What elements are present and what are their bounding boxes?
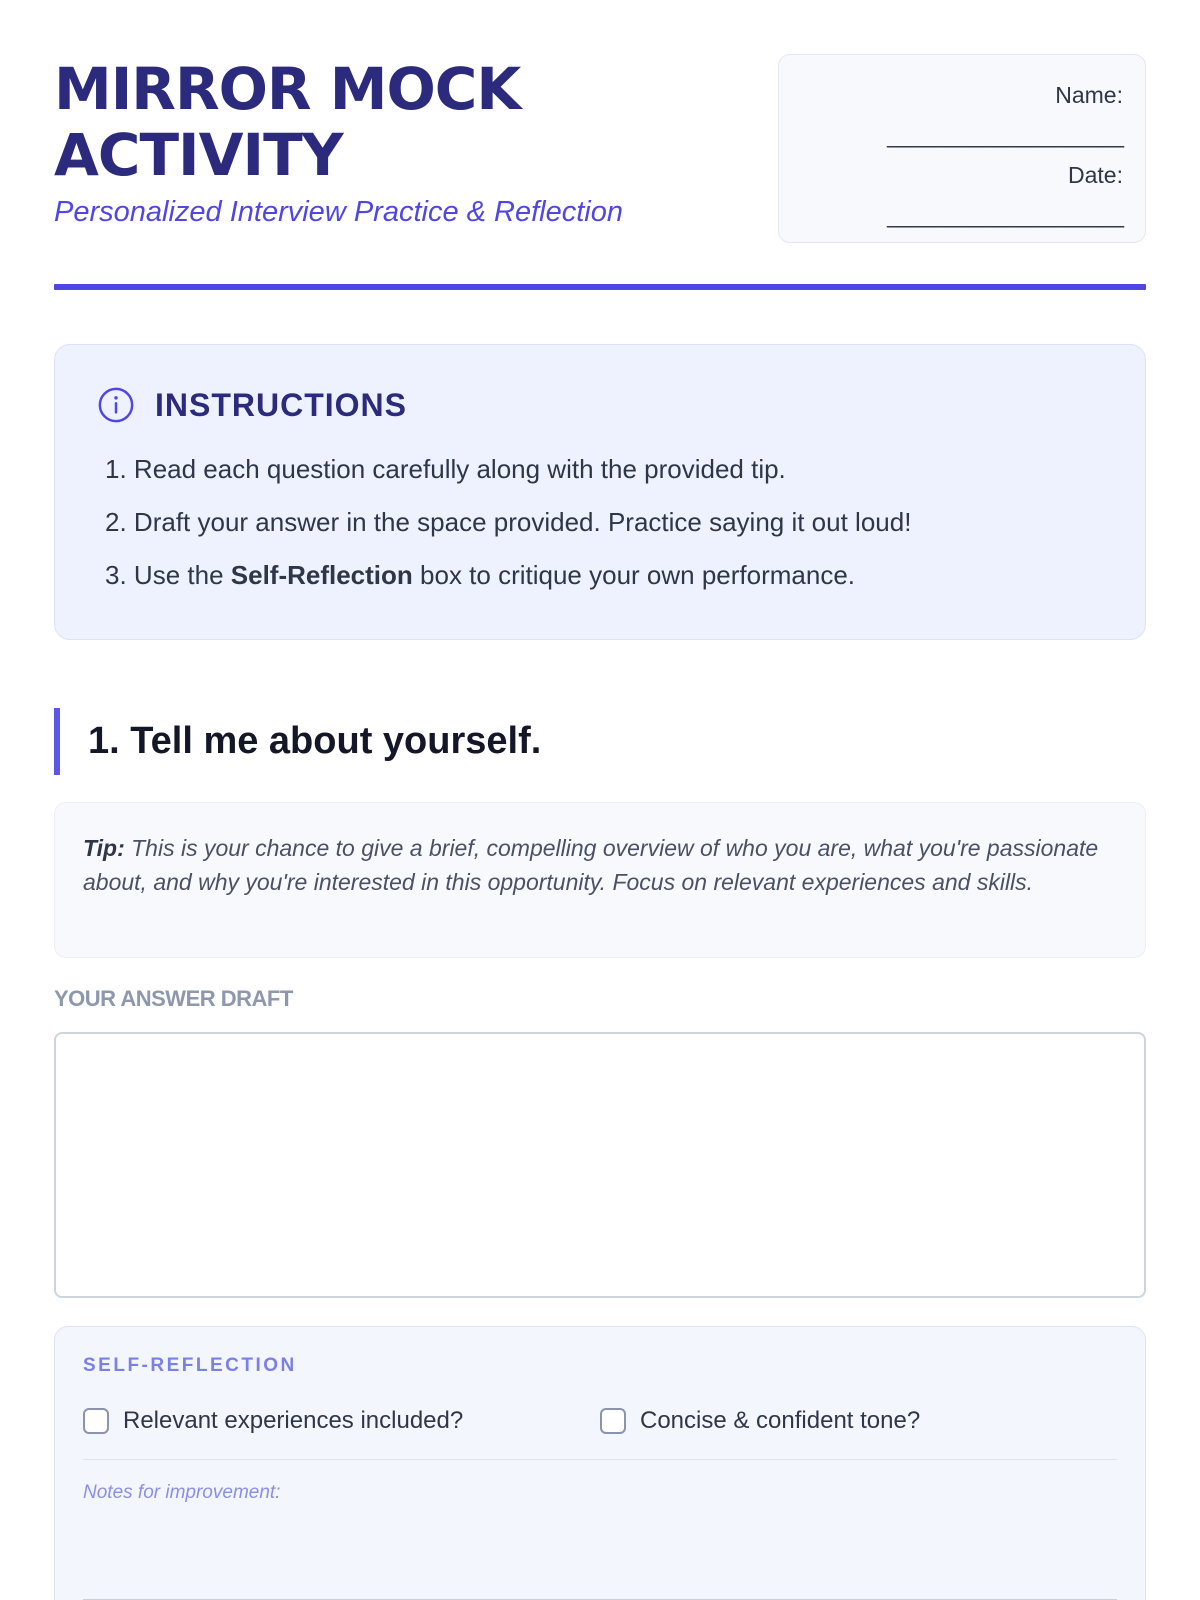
instruction-item bbox=[97, 443, 1103, 496]
instructions-header bbox=[97, 381, 1103, 429]
question-heading bbox=[54, 708, 541, 775]
tip-text: This is your chance to give a brief, compelling overview of who you are, what you're passionate about, and why you're interested in this opportunity. Focus on relevant experiences and skills. bbox=[83, 835, 1099, 895]
instructions-title: INSTRUCTIONS bbox=[155, 386, 407, 423]
name-label: Name: bbox=[1055, 82, 1123, 108]
answer-label: YOUR ANSWER DRAFT bbox=[54, 986, 293, 1011]
instructions-list bbox=[97, 443, 1103, 602]
question-title: 1. Tell me about yourself. bbox=[88, 720, 542, 762]
self-reflection-panel bbox=[54, 1326, 1146, 1600]
check-label: Concise & confident tone? bbox=[640, 1407, 921, 1434]
name-field-line[interactable]: ____________________ bbox=[887, 122, 1123, 148]
page-subtitle: Personalized Interview Practice & Reflection bbox=[54, 196, 623, 228]
self-reflection-label: SELF-REFLECTION bbox=[83, 1355, 297, 1376]
date-field-line[interactable]: ____________________ bbox=[887, 202, 1123, 228]
info-icon bbox=[97, 386, 135, 424]
instruction-item bbox=[97, 549, 1103, 602]
instruction-text: box to critique your own performance. bbox=[420, 560, 856, 590]
instruction-item bbox=[97, 496, 1103, 549]
instruction-number: 3. bbox=[105, 560, 127, 590]
date-label: Date: bbox=[1068, 162, 1123, 188]
header-divider bbox=[54, 284, 1146, 290]
instruction-number: 2. bbox=[105, 507, 127, 537]
instruction-text: Read each question carefully along with the provided tip. bbox=[133, 454, 786, 484]
instruction-text: Draft your answer in the space provided. Practice saying it out loud! bbox=[133, 507, 912, 537]
header bbox=[54, 0, 1146, 290]
notes-label: Notes for improvement: bbox=[83, 1482, 281, 1503]
answer-draft-field[interactable] bbox=[54, 1032, 1146, 1298]
check-relevant-experiences[interactable] bbox=[83, 1407, 600, 1435]
check-concise-tone[interactable] bbox=[600, 1407, 1117, 1435]
reflection-divider bbox=[83, 1459, 1117, 1460]
instruction-text: Use the bbox=[133, 560, 224, 590]
tip-box bbox=[54, 802, 1146, 958]
instruction-number: 1. bbox=[105, 454, 127, 484]
tip-label: Tip: bbox=[83, 835, 125, 861]
instruction-emphasis: Self-Reflection bbox=[230, 560, 413, 590]
checkbox[interactable] bbox=[83, 1408, 109, 1434]
check-label: Relevant experiences included? bbox=[123, 1407, 464, 1434]
page-title: MIRROR MOCK ACTIVITY bbox=[54, 55, 521, 189]
reflection-checklist bbox=[83, 1399, 1117, 1443]
instructions-panel bbox=[54, 344, 1146, 640]
name-date-box bbox=[778, 54, 1146, 243]
checkbox[interactable] bbox=[600, 1408, 626, 1434]
